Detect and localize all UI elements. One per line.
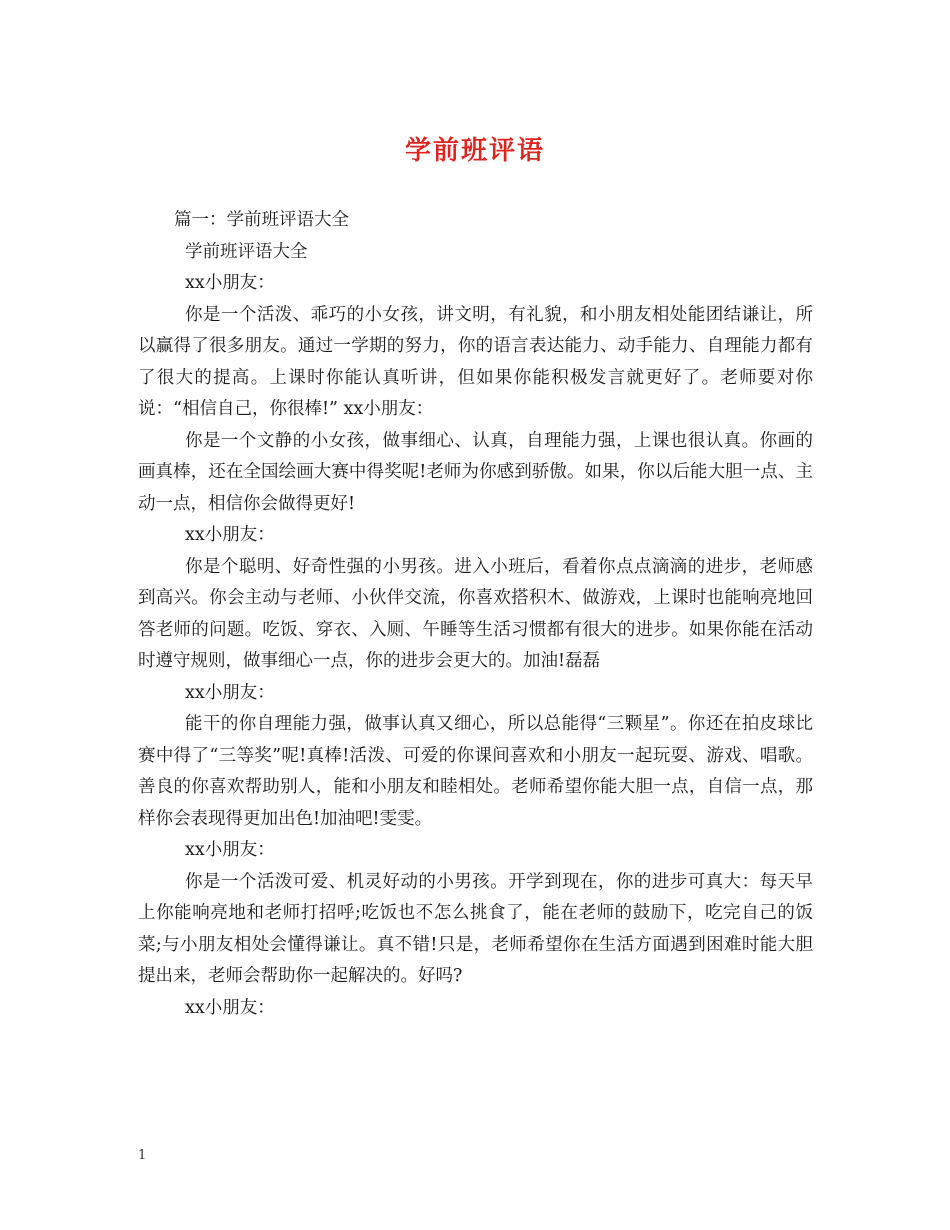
salutation: xx小朋友：: [185, 682, 275, 703]
salutation: xx小朋友：: [185, 997, 275, 1018]
document-title: 学前班评语: [404, 136, 545, 166]
comment-paragraph: 你是个聪明、好奇性强的小男孩。进入小班后，看着你点点滴滴的进步，老师感到高兴。你会主动与老师、小伙伴交流，你喜欢搭积木、做游戏，上课时也能响亮地回答老师的问题。吃饭、穿衣、入厕、午睡等生活习惯都有很大的进步。如果你能在活动时遵守规则，做事细心一点，你的进步会更大的。加油!磊磊: [138, 556, 813, 671]
comment-paragraph: 能干的你自理能力强，做事认真又细心，所以总能得“三颗星”。你还在拍皮球比赛中得了“三等奖”呢!真棒!活泼、可爱的你课间喜欢和小朋友一起玩耍、游戏、唱歌。善良的你喜欢帮助别人，能和小朋友和睦相处。老师希望你能大胆一点，自信一点，那样你会表现得更加出色!加油吧!雯雯。: [138, 714, 813, 829]
comment-paragraph: 你是一个活泼、乖巧的小女孩，讲文明，有礼貌，和小朋友相处能团结谦让，所以赢得了很多朋友。通过一学期的努力，你的语言表达能力、动手能力、自理能力都有了很大的提高。上课时你能认真听讲，但如果你能积极发言就更好了。老师要对你说：“相信自己，你很棒!” xx小朋友：: [138, 304, 813, 419]
comment-paragraph: 你是一个文静的小女孩，做事细心、认真，自理能力强，上课也很认真。你画的画真棒，还在全国绘画大赛中得奖呢!老师为你感到骄傲。如果，你以后能大胆一点、主动一点，相信你会做得更好!: [138, 430, 813, 514]
subheading: 学前班评语大全: [185, 241, 308, 262]
salutation: xx小朋友：: [185, 840, 275, 860]
salutation: xx小朋友：: [185, 525, 275, 545]
section-heading: 篇一：学前班评语大全: [174, 210, 349, 230]
page-number: 1: [138, 1148, 147, 1163]
document-body: [138, 205, 813, 1024]
comment-paragraph: 你是一个活泼可爱、机灵好动的小男孩。开学到现在，你的进步可真大：每天早上你能响亮地和老师打招呼;吃饭也不怎么挑食了，能在老师的鼓励下，吃完自己的饭菜;与小朋友相处会懂得谦让。真不错!只是，老师希望你在生活方面遇到困难时能大胆提出来，老师会帮助你一起解决的。好吗?: [138, 871, 813, 986]
salutation: xx小朋友：: [185, 273, 275, 293]
